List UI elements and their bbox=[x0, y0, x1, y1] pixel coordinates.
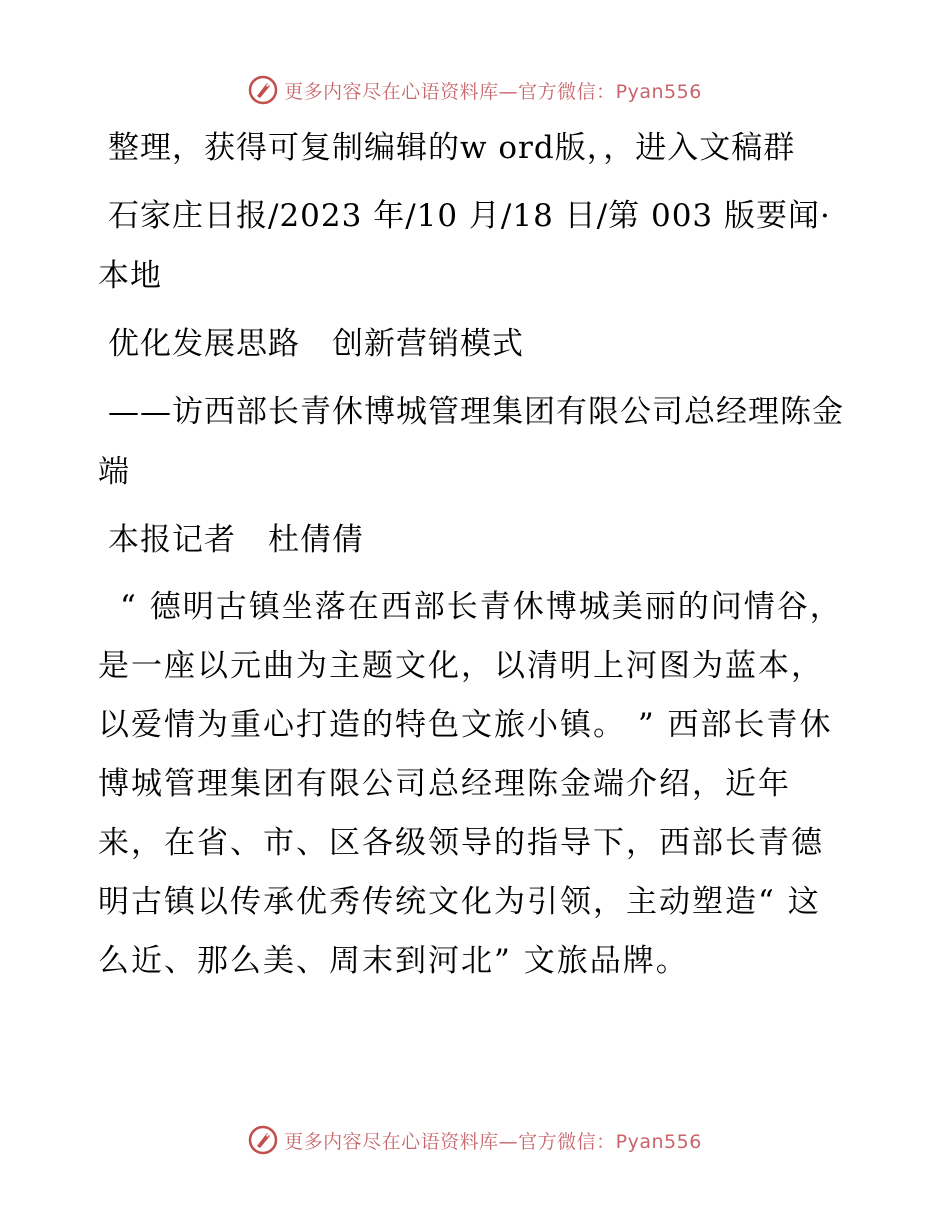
document-body bbox=[98, 118, 850, 999]
source-line: 石家庄日报/2023 年/10 月/18 日/第 003 版要闻· 本地 bbox=[98, 198, 831, 294]
pen-nib-logo-icon bbox=[248, 75, 278, 105]
footer-watermark bbox=[0, 1120, 950, 1160]
watermark-text: 更多内容尽在心语资料库—官方微信：Pyan556 bbox=[284, 1130, 702, 1153]
body-paragraph: “ 德明古镇坐落在西部长青休博城美丽的问情谷，是一座以元曲为主题文化，以清明上河图为蓝本，以爱情为重心打造的特色文旅小镇。 ” 西部长青休博城管理集团有限公司总经理陈金端介绍，近年来，在省、市、区各级领导的指导下，西部长青德明古镇以传承优秀传统文化为引领，主动塑造“ 这么近、那么美、周末到河北” 文旅品牌。 bbox=[98, 589, 843, 979]
watermark-text: 更多内容尽在心语资料库—官方微信：Pyan556 bbox=[284, 80, 702, 103]
intro-note: 整理，获得可复制编辑的w ord版，，进入文稿群 bbox=[108, 130, 796, 166]
article-subtitle: ——访西部长青休博城管理集团有限公司总经理陈金端 bbox=[98, 394, 844, 490]
header-watermark bbox=[0, 70, 950, 110]
article-title: 优化发展思路 创新营销模式 bbox=[108, 326, 524, 362]
byline: 本报记者 杜倩倩 bbox=[108, 522, 364, 558]
pen-nib-logo-icon bbox=[248, 1125, 278, 1155]
